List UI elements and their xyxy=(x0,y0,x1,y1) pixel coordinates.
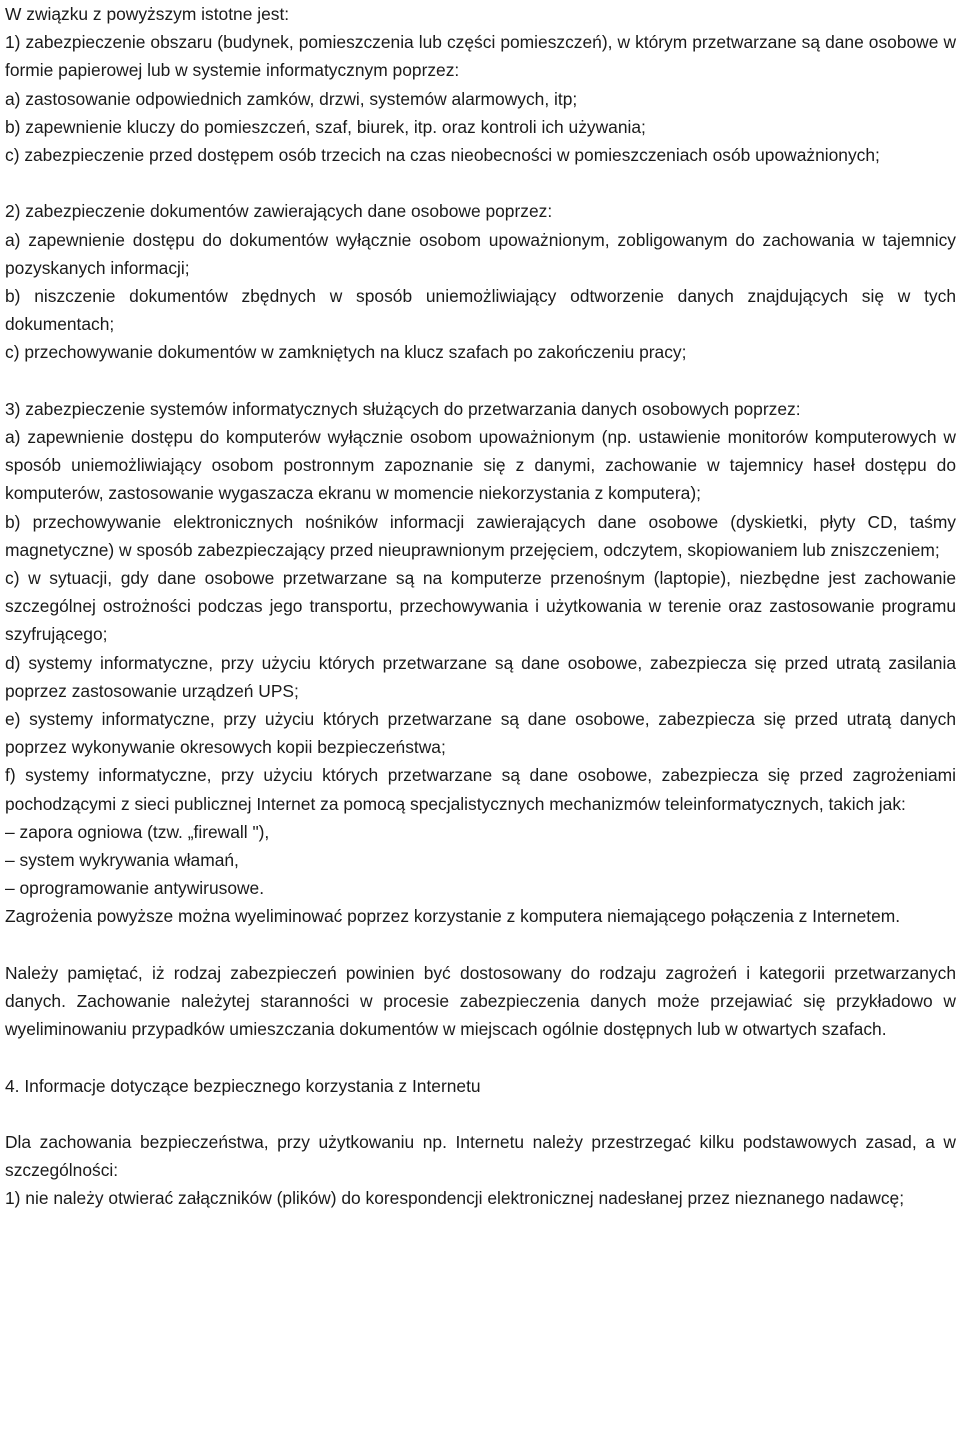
section-2-heading: 2) zabezpieczenie dokumentów zawierających dane osobowe poprzez: xyxy=(5,201,553,222)
section-3-closing: Zagrożenia powyższe można wyeliminować poprzez korzystanie z komputera niemającego połączenia z Internetem. xyxy=(5,906,901,927)
dash-item-antivirus: – oprogramowanie antywirusowe. xyxy=(5,878,265,899)
section-3-item-f: f) systemy informatyczne, przy użyciu których przetwarzane są dane osobowe, zabezpiecza się przed zagrożeniami pochodzącymi z sieci publicznej Internet za pomocą specjalistycznych mechanizmów teleinformatycznych, takich jak: xyxy=(5,765,956,814)
section-4-item-1: 1) nie należy otwierać załączników (plików) do korespondencji elektronicznej nadesłanej przez nieznanego nadawcę; xyxy=(5,1188,905,1209)
paragraph-gap xyxy=(5,931,956,959)
section-3-item-e: e) systemy informatyczne, przy użyciu których przetwarzane są dane osobowe, zabezpiecza się przed utratą danych poprzez wykonywanie okresowych kopii bezpieczeństwa; xyxy=(5,709,956,758)
section-1-heading: 1) zabezpieczenie obszaru (budynek, pomieszczenia lub części pomieszczeń), w którym przetwarzane są dane osobowe w formie papierowej lub w systemie informatycznym poprzez: xyxy=(5,32,956,81)
section-3-item-a: a) zapewnienie dostępu do komputerów wyłącznie osobom upoważnionym (np. ustawienie monitorów komputerowych w sposób uniemożliwiający osobom postronnym zapoznanie się z danymi, zachowanie w tajemnicy haseł dostępu do komputerów, zastosowanie wygaszacza ekranu w momencie niekorzystania z komputera); xyxy=(5,427,956,504)
dash-item-intrusion-detection: – system wykrywania włamań, xyxy=(5,850,239,871)
section-1-item-a: a) zastosowanie odpowiednich zamków, drzwi, systemów alarmowych, itp; xyxy=(5,88,578,109)
section-4-intro: Dla zachowania bezpieczeństwa, przy użytkowaniu np. Internetu należy przestrzegać kilku podstawowych zasad, a w szczególności: xyxy=(5,1132,956,1181)
dash-item-firewall: – zapora ogniowa (tzw. „firewall "), xyxy=(5,821,270,842)
section-2-item-a: a) zapewnienie dostępu do dokumentów wyłącznie osobom upoważnionym, zobligowanym do zachowania w tajemnicy pozyskanych informacji; xyxy=(5,229,956,278)
paragraph-gap xyxy=(5,169,956,197)
section-3-item-b: b) przechowywanie elektronicznych nośników informacji zawierających dane osobowe (dyskietki, płyty CD, taśmy magnetyczne) w sposób zabezpieczający przed nieuprawnionym przejęciem, odczytem, skopiowaniem lub zniszczeniem; xyxy=(5,511,956,560)
section-3-item-c: c) w sytuacji, gdy dane osobowe przetwarzane są na komputerze przenośnym (laptopie), niezbędne jest zachowanie szczególnej ostrożności podczas jego transportu, przechowywania i użytkowania w terenie oraz zastosowanie programu szyfrującego; xyxy=(5,568,956,645)
section-3-heading: 3) zabezpieczenie systemów informatycznych służących do przetwarzania danych osobowych poprzez: xyxy=(5,398,801,419)
paragraph-gap xyxy=(5,1043,956,1071)
paragraph-gap xyxy=(5,367,956,395)
section-1-item-b: b) zapewnienie kluczy do pomieszczeń, szaf, biurek, itp. oraz kontroli ich używania; xyxy=(5,116,646,137)
section-2-item-c: c) przechowywanie dokumentów w zamkniętych na klucz szafach po zakończeniu pracy; xyxy=(5,342,687,363)
note-paragraph: Należy pamiętać, iż rodzaj zabezpieczeń powinien być dostosowany do rodzaju zagrożeń i kategorii przetwarzanych danych. Zachowanie należytej staranności w procesie zabezpieczenia danych może przejawiać się przykładowo w wyeliminowaniu przypadków umieszczania dokumentów w miejscach ogólnie dostępnych lub w otwartych szafach. xyxy=(5,962,956,1040)
document-page xyxy=(5,0,956,1213)
section-3-item-d: d) systemy informatyczne, przy użyciu których przetwarzane są dane osobowe, zabezpiecza się przed utratą zasilania poprzez zastosowanie urządzeń UPS; xyxy=(5,652,956,701)
intro-paragraph: W związku z powyższym istotne jest: xyxy=(5,4,290,24)
section-1-item-c: c) zabezpieczenie przed dostępem osób trzecich na czas nieobecności w pomieszczeniach osób upoważnionych; xyxy=(5,145,880,166)
section-2-item-b: b) niszczenie dokumentów zbędnych w sposób uniemożliwiający odtworzenie danych znajdujących się w tych dokumentach; xyxy=(5,286,956,335)
paragraph-gap xyxy=(5,1100,956,1128)
section-4-heading: 4. Informacje dotyczące bezpiecznego korzystania z Internetu xyxy=(5,1075,481,1096)
